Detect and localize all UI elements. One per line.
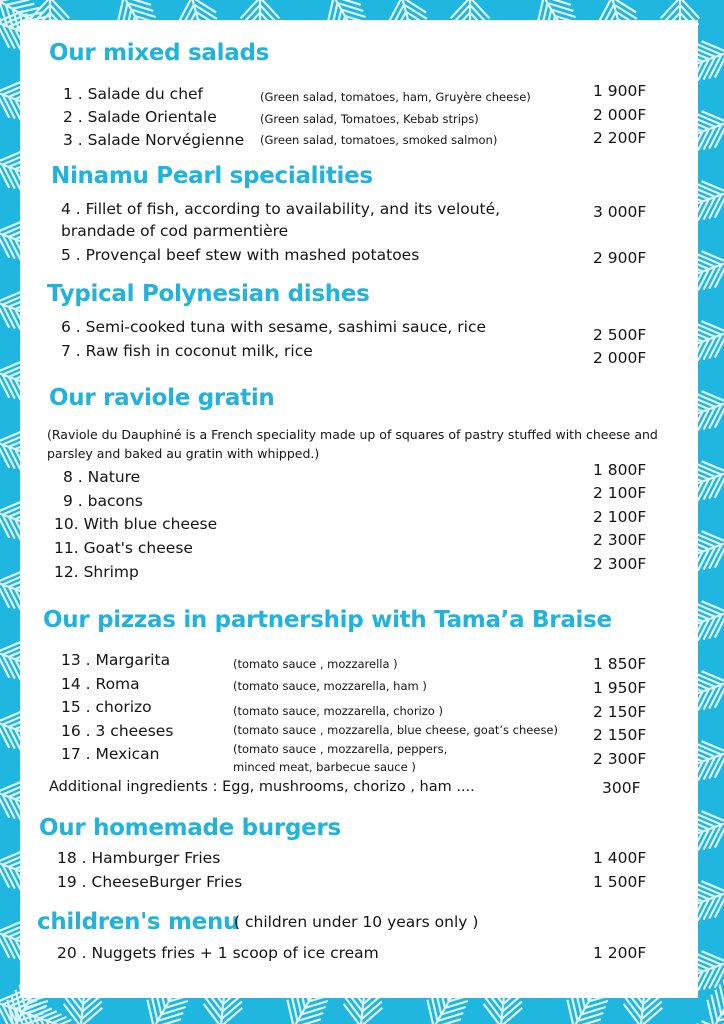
section-title-salads: Our mixed salads	[49, 40, 270, 66]
menu-item-price: 2 150F	[593, 726, 647, 744]
additional-ingredients-price: 300F	[602, 779, 641, 797]
menu-item-name: 14 . Roma	[61, 675, 140, 693]
menu-item-name: 11. Goat's cheese	[54, 539, 193, 557]
section-title-raviole: Our raviole gratin	[49, 385, 275, 411]
menu-item-description: (Green salad, Tomatoes, Kebab strips)	[260, 112, 479, 126]
menu-item-description-line2: minced meat, barbecue sauce )	[233, 760, 416, 774]
section-title-burgers: Our homemade burgers	[39, 815, 341, 841]
menu-item-description: (tomato sauce , mozzarella, peppers,	[233, 742, 448, 756]
section-title-children: children's menu	[37, 909, 240, 935]
menu-item-name: 12. Shrimp	[54, 563, 139, 581]
menu-item-name: 18 . Hamburger Fries	[57, 849, 221, 867]
menu-item-price: 2 300F	[593, 531, 647, 549]
menu-item-description: (tomato sauce , mozzarella )	[233, 657, 398, 671]
menu-item-name: 15 . chorizo	[61, 698, 152, 716]
section-note: (Raviole du Dauphiné is a French speciality made up of squares of pastry stuffed with cheese and parsley and baked au gratin with whipped.)	[47, 427, 658, 461]
menu-item-price: 2 500F	[593, 326, 647, 344]
section-title-pizzas: Our pizzas in partnership with Tama’a Braise	[43, 607, 612, 633]
menu-item-name: 20 . Nuggets fries + 1 scoop of ice cream	[57, 944, 379, 962]
menu-item-name: 3 . Salade Norvégienne	[63, 131, 245, 149]
menu-item-price: 2 000F	[593, 106, 647, 124]
menu-item-description: (tomato sauce, mozzarella, ham )	[233, 679, 427, 693]
menu-item-name: 2 . Salade Orientale	[63, 108, 217, 126]
menu-item-price: 2 300F	[593, 555, 647, 573]
menu-item-price: 1 800F	[593, 461, 647, 479]
menu-item-price: 2 900F	[593, 249, 647, 267]
menu-item-name: 8 . Nature	[63, 468, 141, 486]
menu-item-price: 2 000F	[593, 349, 647, 367]
menu-card	[20, 20, 698, 998]
menu-item-price: 3 000F	[593, 203, 647, 221]
menu-item-name: 6 . Semi-cooked tuna with sesame, sashimi sauce, rice	[61, 318, 487, 336]
menu-item-name-line2: brandade of cod parmentière	[61, 222, 289, 240]
menu-item-name: 5 . Provençal beef stew with mashed potatoes	[61, 246, 420, 264]
menu-item-name: 16 . 3 cheeses	[61, 722, 174, 740]
section-title-polynesian: Typical Polynesian dishes	[47, 281, 370, 307]
menu-item-price: 1 200F	[593, 944, 647, 962]
menu-item-price: 2 300F	[593, 750, 647, 768]
menu-item-price: 2 100F	[593, 508, 647, 526]
menu-item-price: 1 950F	[593, 679, 647, 697]
menu-item-description: (tomato sauce , mozzarella, blue cheese, goat’s cheese)	[233, 723, 558, 737]
menu-item-price: 1 400F	[593, 849, 647, 867]
menu-item-name: 9 . bacons	[63, 492, 143, 510]
menu-item-name: 7 . Raw fish in coconut milk, rice	[61, 342, 313, 360]
menu-item-name: 1 . Salade du chef	[63, 85, 204, 103]
menu-item-price: 1 900F	[593, 82, 647, 100]
menu-item-description: (Green salad, tomatoes, ham, Gruyère cheese)	[260, 90, 531, 104]
additional-ingredients: Additional ingredients : Egg, mushrooms, chorizo , ham ....	[49, 779, 475, 795]
menu-item-price: 1 500F	[593, 873, 647, 891]
menu-item-name: 4 . Fillet of fish, according to availability, and its velouté,	[61, 200, 501, 218]
section-title-pearl: Ninamu Pearl specialities	[51, 163, 373, 189]
menu-item-name: 13 . Margarita	[61, 651, 171, 669]
menu-item-name: 17 . Mexican	[61, 745, 160, 763]
menu-item-price: 2 200F	[593, 129, 647, 147]
menu-item-description: (Green salad, tomatoes, smoked salmon)	[260, 133, 498, 147]
menu-item-description: (tomato sauce, mozzarella, chorizo )	[233, 704, 443, 718]
menu-item-price: 2 150F	[593, 703, 647, 721]
menu-item-price: 2 100F	[593, 484, 647, 502]
menu-item-price: 1 850F	[593, 655, 647, 673]
menu-item-name: 10. With blue cheese	[54, 515, 218, 533]
menu-item-name: 19 . CheeseBurger Fries	[57, 873, 243, 891]
section-subtitle-children: ( children under 10 years only )	[234, 913, 479, 931]
